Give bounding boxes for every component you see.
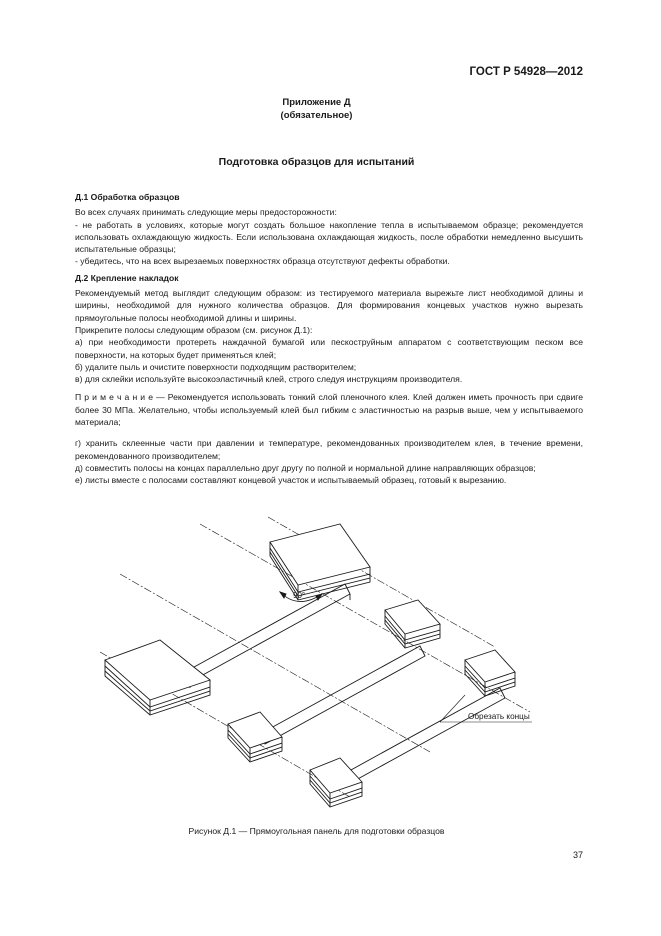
standard-code: ГОСТ Р 54928—2012 bbox=[469, 66, 583, 78]
annex-status: (обязательное) bbox=[280, 110, 353, 121]
pad-lower-middle bbox=[228, 712, 282, 762]
section-d1-heading: Д.1 Обработка образцов bbox=[75, 192, 180, 202]
cut-label: Обрезать концы bbox=[468, 712, 530, 721]
list-item-e: е) листы вместе с полосами составляют концевой участок и испытываемый образец, готовый к вырезанию. bbox=[75, 475, 507, 486]
paragraph: Рекомендуемый метод выглядит следующим образом: из тестируемого материала вырежьте лист необходимой длины и ширины, необходимой для нужного количества образцов. Для формирования концевых участков нужно вырезать прямоугольные полосы необходимой длины и ширины. bbox=[75, 288, 583, 323]
page-title: Подготовка образцов для испытаний bbox=[218, 156, 415, 168]
list-item-g: г) хранить склеенные части при давлении и температуре, рекомендованных производителем клея, в течение времени, рекомендованного производителем; bbox=[75, 438, 583, 461]
annex-title: Приложение Д bbox=[282, 97, 351, 108]
section-d2-heading: Д.2 Крепление накладок bbox=[75, 272, 179, 283]
front-pad-left bbox=[105, 640, 210, 715]
panel-figure bbox=[100, 512, 540, 812]
body-text bbox=[75, 187, 583, 487]
list-item-a: а) при необходимости протереть наждачной бумагой или пескоструйным аппаратом с соответствующим песком все поверхности, на которых будет применяться клей; bbox=[75, 337, 583, 360]
paragraph: Во всех случаях принимать следующие меры предосторожности: bbox=[75, 207, 337, 218]
rear-pad-top bbox=[270, 524, 370, 600]
page-number: 37 bbox=[572, 850, 583, 860]
list-item-d: д) совместить полосы на концах параллельно друг другу по полной и нормальной длине направляющих образцов; bbox=[75, 462, 536, 473]
angle-label: 90° bbox=[293, 591, 306, 600]
note-paragraph: П р и м е ч а н и е — Рекомендуется использовать тонкий слой пленочного клея. Клей должен иметь прочность при сдвиге более 30 МПа. Желательно, чтобы используемый клей был гибким с эластичностью на разрыв выше, чем у испытываемого материала; bbox=[75, 392, 583, 428]
paragraph: Прикрепите полосы следующим образом (см. рисунок Д.1): bbox=[75, 324, 313, 335]
paragraph: - не работать в условиях, которые могут создать большое накопление тепла в испытываемом образце; рекомендуется использовать охлаждающую жидкость. Если использована охлаждающая жидкость, после обработки немедленно высушить испытательные образцы; bbox=[75, 219, 583, 255]
pad-bottom bbox=[310, 758, 362, 807]
figure-caption: Рисунок Д.1 — Прямоугольная панель для подготовки образцов bbox=[188, 826, 445, 836]
list-item-v: в) для склейки используйте высокоэластичный клей, строго следуя инструкциям производителя. bbox=[75, 374, 463, 385]
long-strips bbox=[185, 584, 505, 786]
paragraph: - убедитесь, что на всех вырезаемых поверхностях образца отсутствуют дефекты обработки. bbox=[75, 256, 450, 267]
list-item-b: б) удалите пыль и очистите поверхности подходящим растворителем; bbox=[75, 361, 357, 372]
pad-upper-right bbox=[385, 600, 440, 648]
annex-heading bbox=[0, 96, 633, 122]
